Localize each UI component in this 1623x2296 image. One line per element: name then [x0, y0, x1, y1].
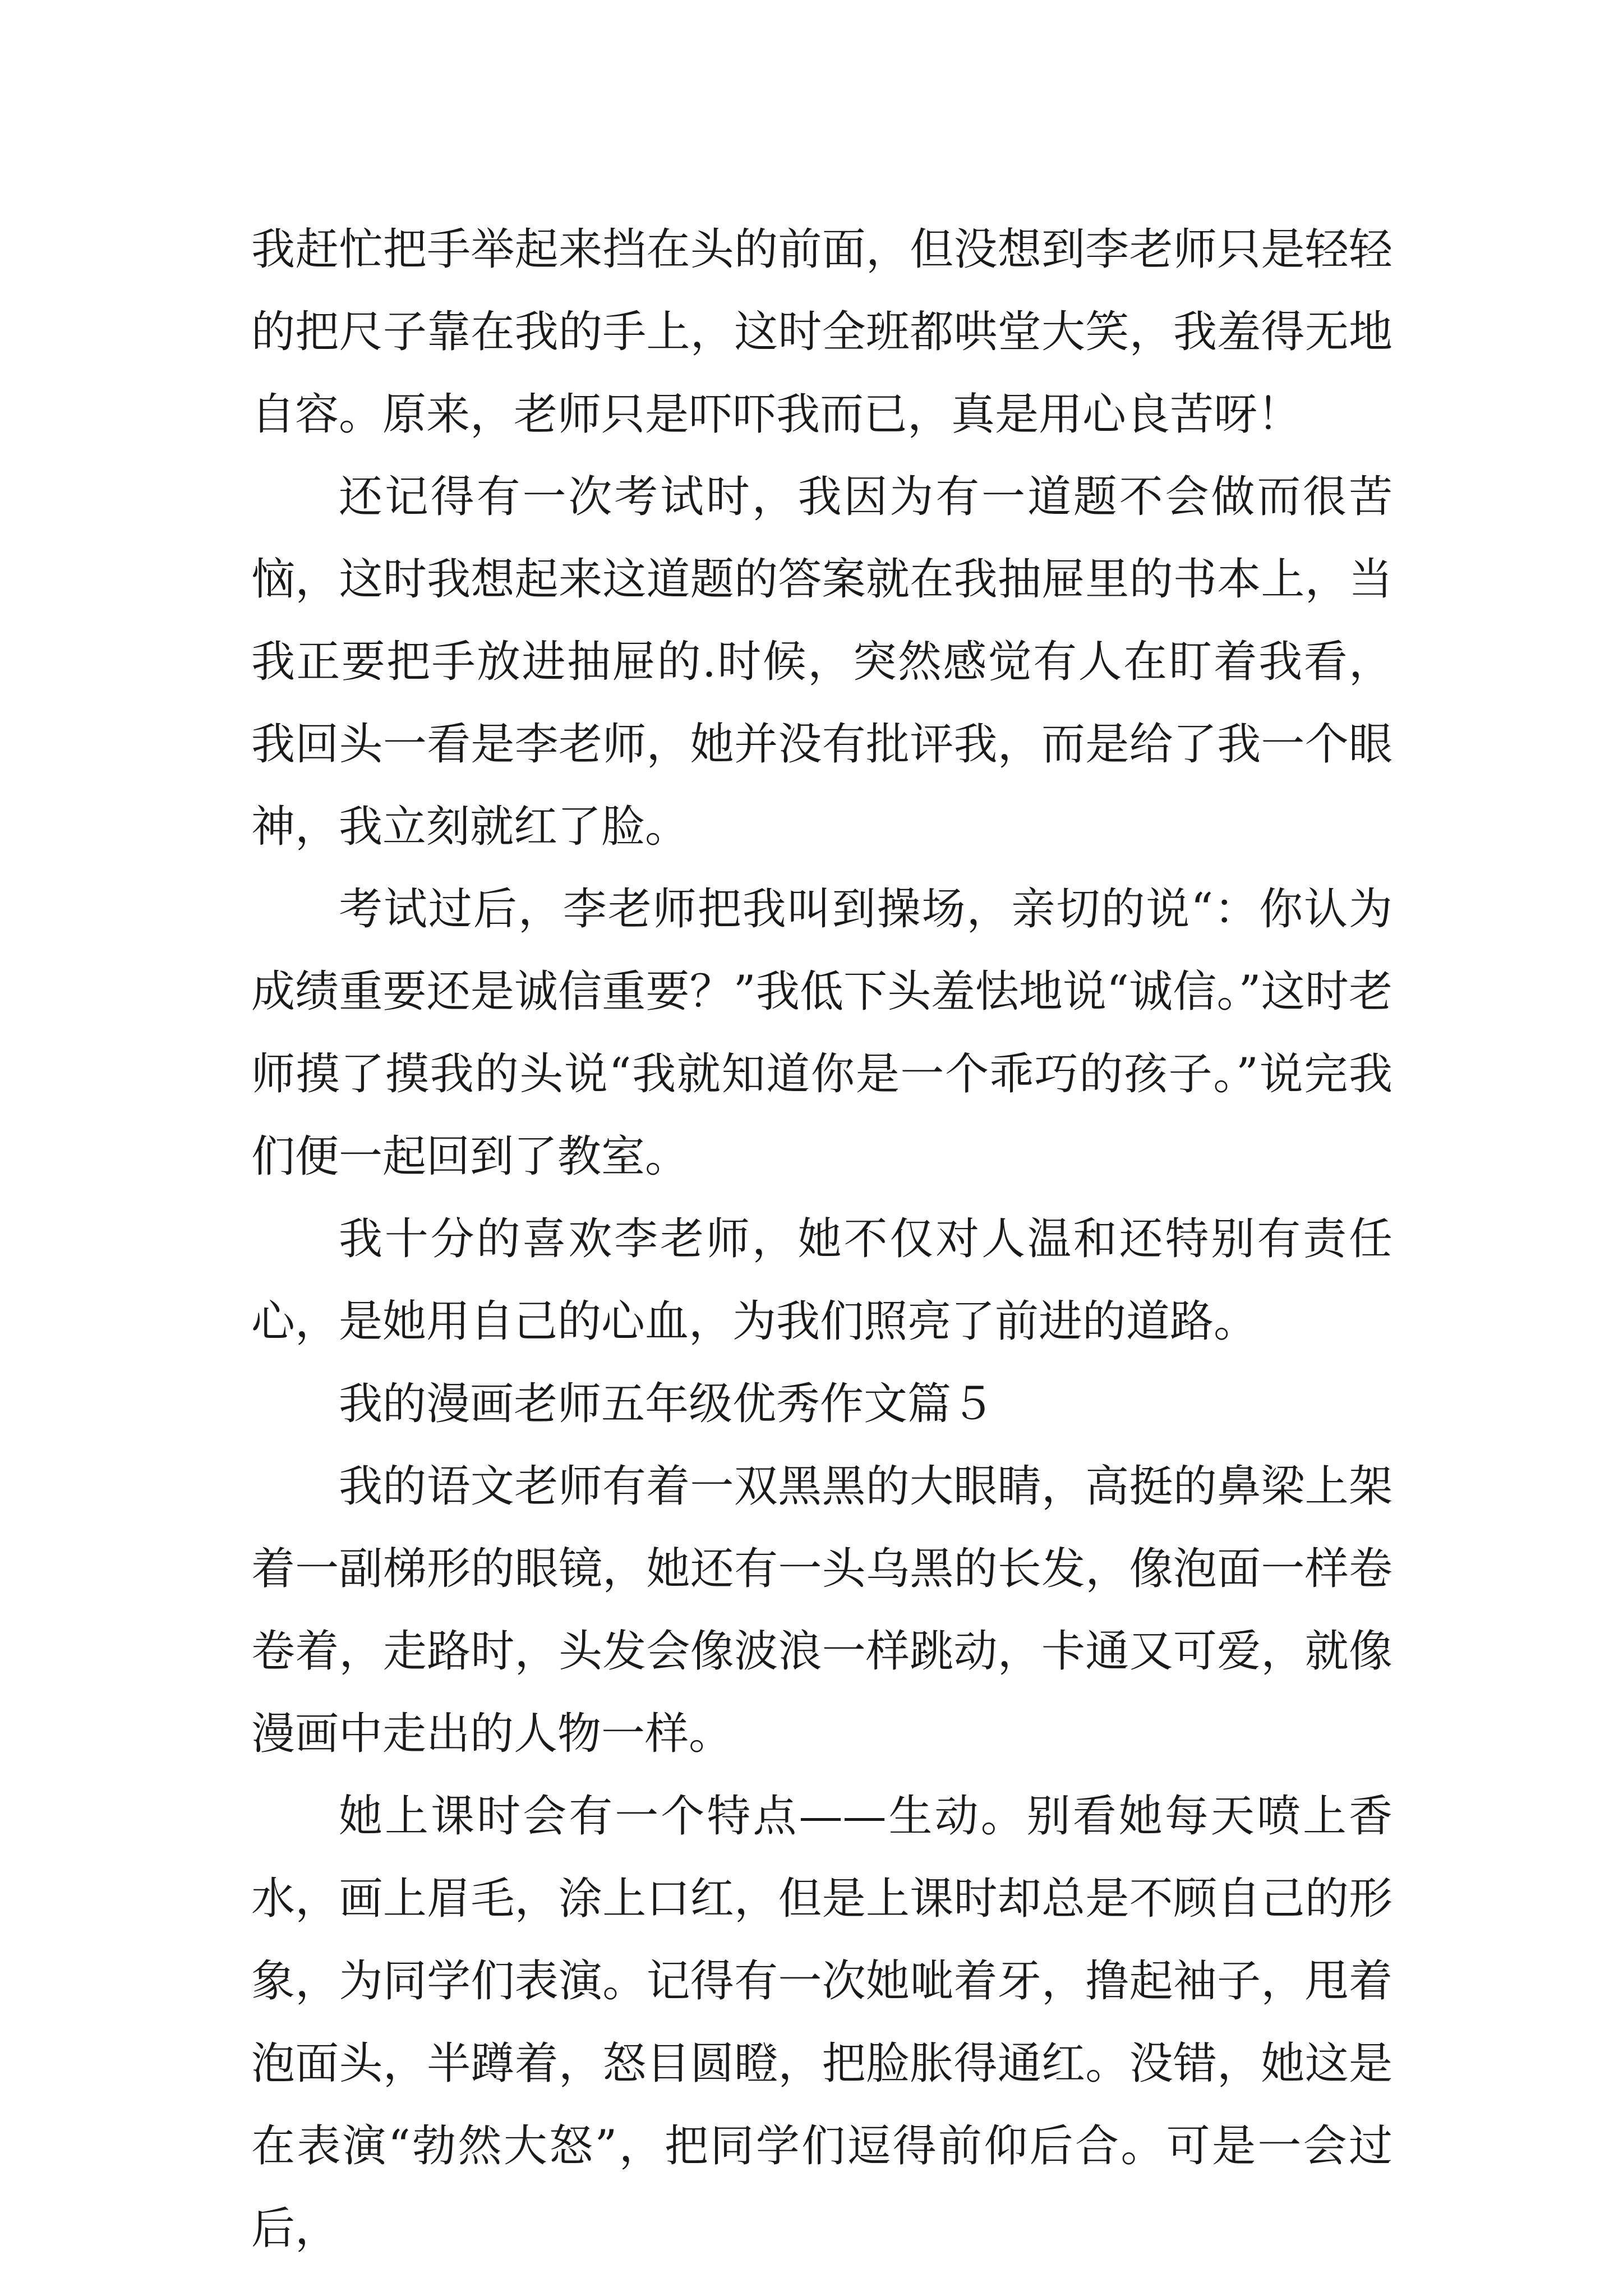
- paragraph: 我的语文老师有着一双黑黑的大眼睛，高挺的鼻梁上架着一副梯形的眼镜，她还有一头乌黑的长发，像泡面一样卷卷着，走路时，头发会像波浪一样跳动，卡通又可爱，就像漫画中走出的人物一样。: [251, 1461, 1393, 1759]
- paragraph: 考试过后，李老师把我叫到操场，亲切的说“：你认为成绩重要还是诚信重要？”我低下头羞怯地说“诚信。”这时老师摸了摸我的头说“我就知道你是一个乖巧的孩子。”说完我们便一起回到了教室。: [251, 884, 1393, 1182]
- paragraph: 我十分的喜欢李老师，她不仅对人温和还特别有责任心，是她用自己的心血，为我们照亮了前进的道路。: [251, 1214, 1393, 1347]
- essay-body: [251, 209, 1393, 2270]
- essay-heading: 我的漫画老师五年级优秀作文篇５: [339, 1379, 995, 1429]
- paragraph: 她上课时会有一个特点——生动。别看她每天喷上香水，画上眉毛，涂上口红，但是上课时却总是不顾自己的形象，为同学们表演。记得有一次她呲着牙，撸起袖子，甩着泡面头，半蹲着，怒目圆瞪，把脸胀得通红。没错，她这是在表演“勃然大怒”，把同学们逗得前仰后合。可是一会过后，: [251, 1791, 1393, 2254]
- paragraph: 我赶忙把手举起来挡在头的前面，但没想到李老师只是轻轻的把尺子靠在我的手上，这时全班都哄堂大笑，我羞得无地自容。原来，老师只是吓吓我而已，真是用心良苦呀！: [251, 224, 1393, 440]
- paragraph: 还记得有一次考试时，我因为有一道题不会做而很苦恼，这时我想起来这道题的答案就在我抽屉里的书本上，当我正要把手放进抽屉的.时候，突然感觉有人在盯着我看，我回头一看是李老师，她并没有批评我，而是给了我一个眼神，我立刻就红了脸。: [251, 472, 1393, 852]
